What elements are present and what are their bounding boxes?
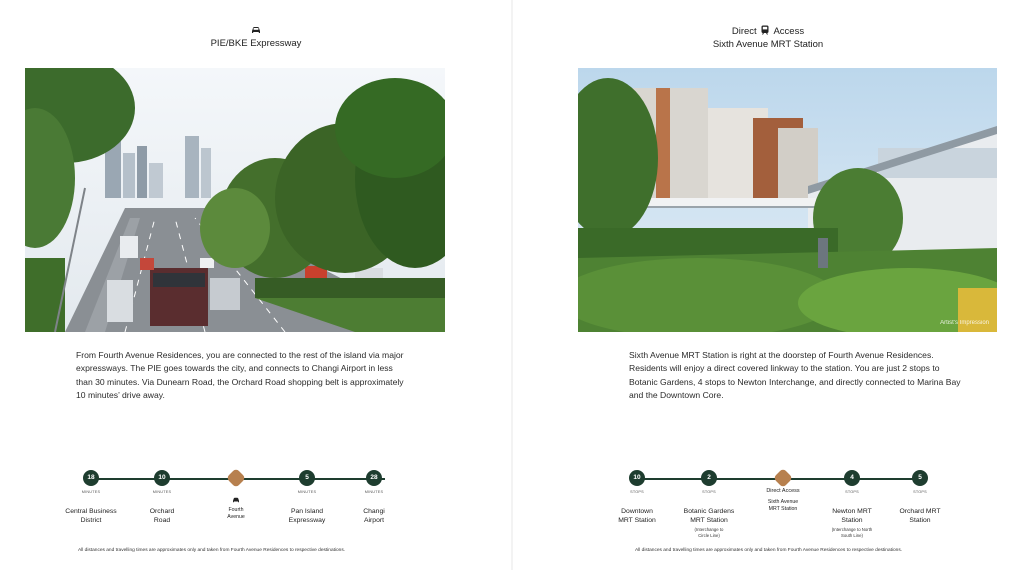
home-marker-icon <box>773 468 793 488</box>
home-marker-icon <box>226 468 246 488</box>
destination-label: Orchard MRT Station <box>899 508 941 524</box>
heading-title: Sixth Avenue MRT Station <box>712 39 824 50</box>
timeline-node-sixth-avenue <box>751 470 815 513</box>
car-icon <box>251 26 261 38</box>
stops-badge: 4 <box>844 470 860 486</box>
car-icon <box>204 497 268 504</box>
stops-badge: 5 <box>912 470 928 486</box>
minutes-badge: 5 <box>299 470 315 486</box>
destination-label: Sixth Avenue MRT Station <box>767 499 799 512</box>
mrt-timeline <box>590 470 970 550</box>
destination-label: Fourth Avenue <box>227 507 245 520</box>
destination-label: Pan Island Expressway <box>288 508 326 524</box>
mrt-station-photo <box>578 68 997 332</box>
minutes-badge: 28 <box>366 470 382 486</box>
expressway-description: From Fourth Avenue Residences, you are connected to the rest of the island via major expressways. The PIE goes towards the city, and connects to Changi Airport in less than 30 minutes. Via Dunearn Road, the Orchard Road shopping belt is approximately 10 minutes’ drive away. <box>76 350 404 400</box>
destination-label: Botanic Gardens MRT Station <box>683 508 735 524</box>
timeline-node-downtown: 10 STOPS Downtown MRT Station <box>605 470 669 525</box>
direct-access-label: Direct Access <box>766 488 800 494</box>
destination-label: Newton MRT Station <box>832 508 872 524</box>
artist-impression-label: Artist's Impression <box>940 320 989 326</box>
minutes-badge: 18 <box>83 470 99 486</box>
disclaimer: All distances and travelling times are approximates only and taken from Fourth Avenue Residences to respective destinations. <box>78 548 346 553</box>
timeline-node-changi-airport: 28 MINUTES Changi Airport <box>342 470 406 525</box>
destination-label: Downtown MRT Station <box>618 508 656 524</box>
destination-label: Changi Airport <box>363 508 385 524</box>
expressway-timeline <box>50 470 430 550</box>
timeline-node-newton: 4 STOPS Newton MRT Station (Interchange to North South Line) <box>820 470 884 539</box>
timeline-node-orchard-road: 10 MINUTES Orchard Road <box>130 470 194 525</box>
timeline-node-orchard: 5 STOPS Orchard MRT Station <box>888 470 952 525</box>
timeline-node-pie: 5 MINUTES Pan Island Expressway <box>275 470 339 525</box>
train-icon <box>761 25 769 39</box>
interchange-note: (Interchange to North South Line) <box>831 527 873 538</box>
heading-line-1: Direct Access <box>731 26 805 37</box>
timeline-node-cbd: 18 MINUTES Central Business District <box>59 470 123 525</box>
stops-badge: 2 <box>701 470 717 486</box>
mrt-heading <box>512 25 1024 51</box>
destination-label: Orchard Road <box>149 508 175 524</box>
expressway-heading <box>0 26 512 50</box>
minutes-badge: 10 <box>154 470 170 486</box>
interchange-note: (Interchange to Circle Line) <box>694 527 724 538</box>
heading-title: PIE/BKE Expressway <box>210 38 302 49</box>
timeline-node-fourth-avenue <box>204 470 268 521</box>
stops-badge: 10 <box>629 470 645 486</box>
mrt-description: Sixth Avenue MRT Station is right at the doorstep of Fourth Avenue Residences. Residents will enjoy a direct covered linkway to the station. You are just 2 stops to Botanic Gardens, 4 stops to Newton Interchange, and directly connected to Marina Bay and the Downtown Core. <box>629 350 961 400</box>
expressway-photo <box>25 68 445 332</box>
disclaimer: All distances and travelling times are approximates only and taken from Fourth Avenue Residences to respective destinations. <box>635 548 903 553</box>
timeline-node-botanic-gardens: 2 STOPS Botanic Gardens MRT Station (Interchange to Circle Line) <box>677 470 741 539</box>
destination-label: Central Business District <box>65 508 117 524</box>
